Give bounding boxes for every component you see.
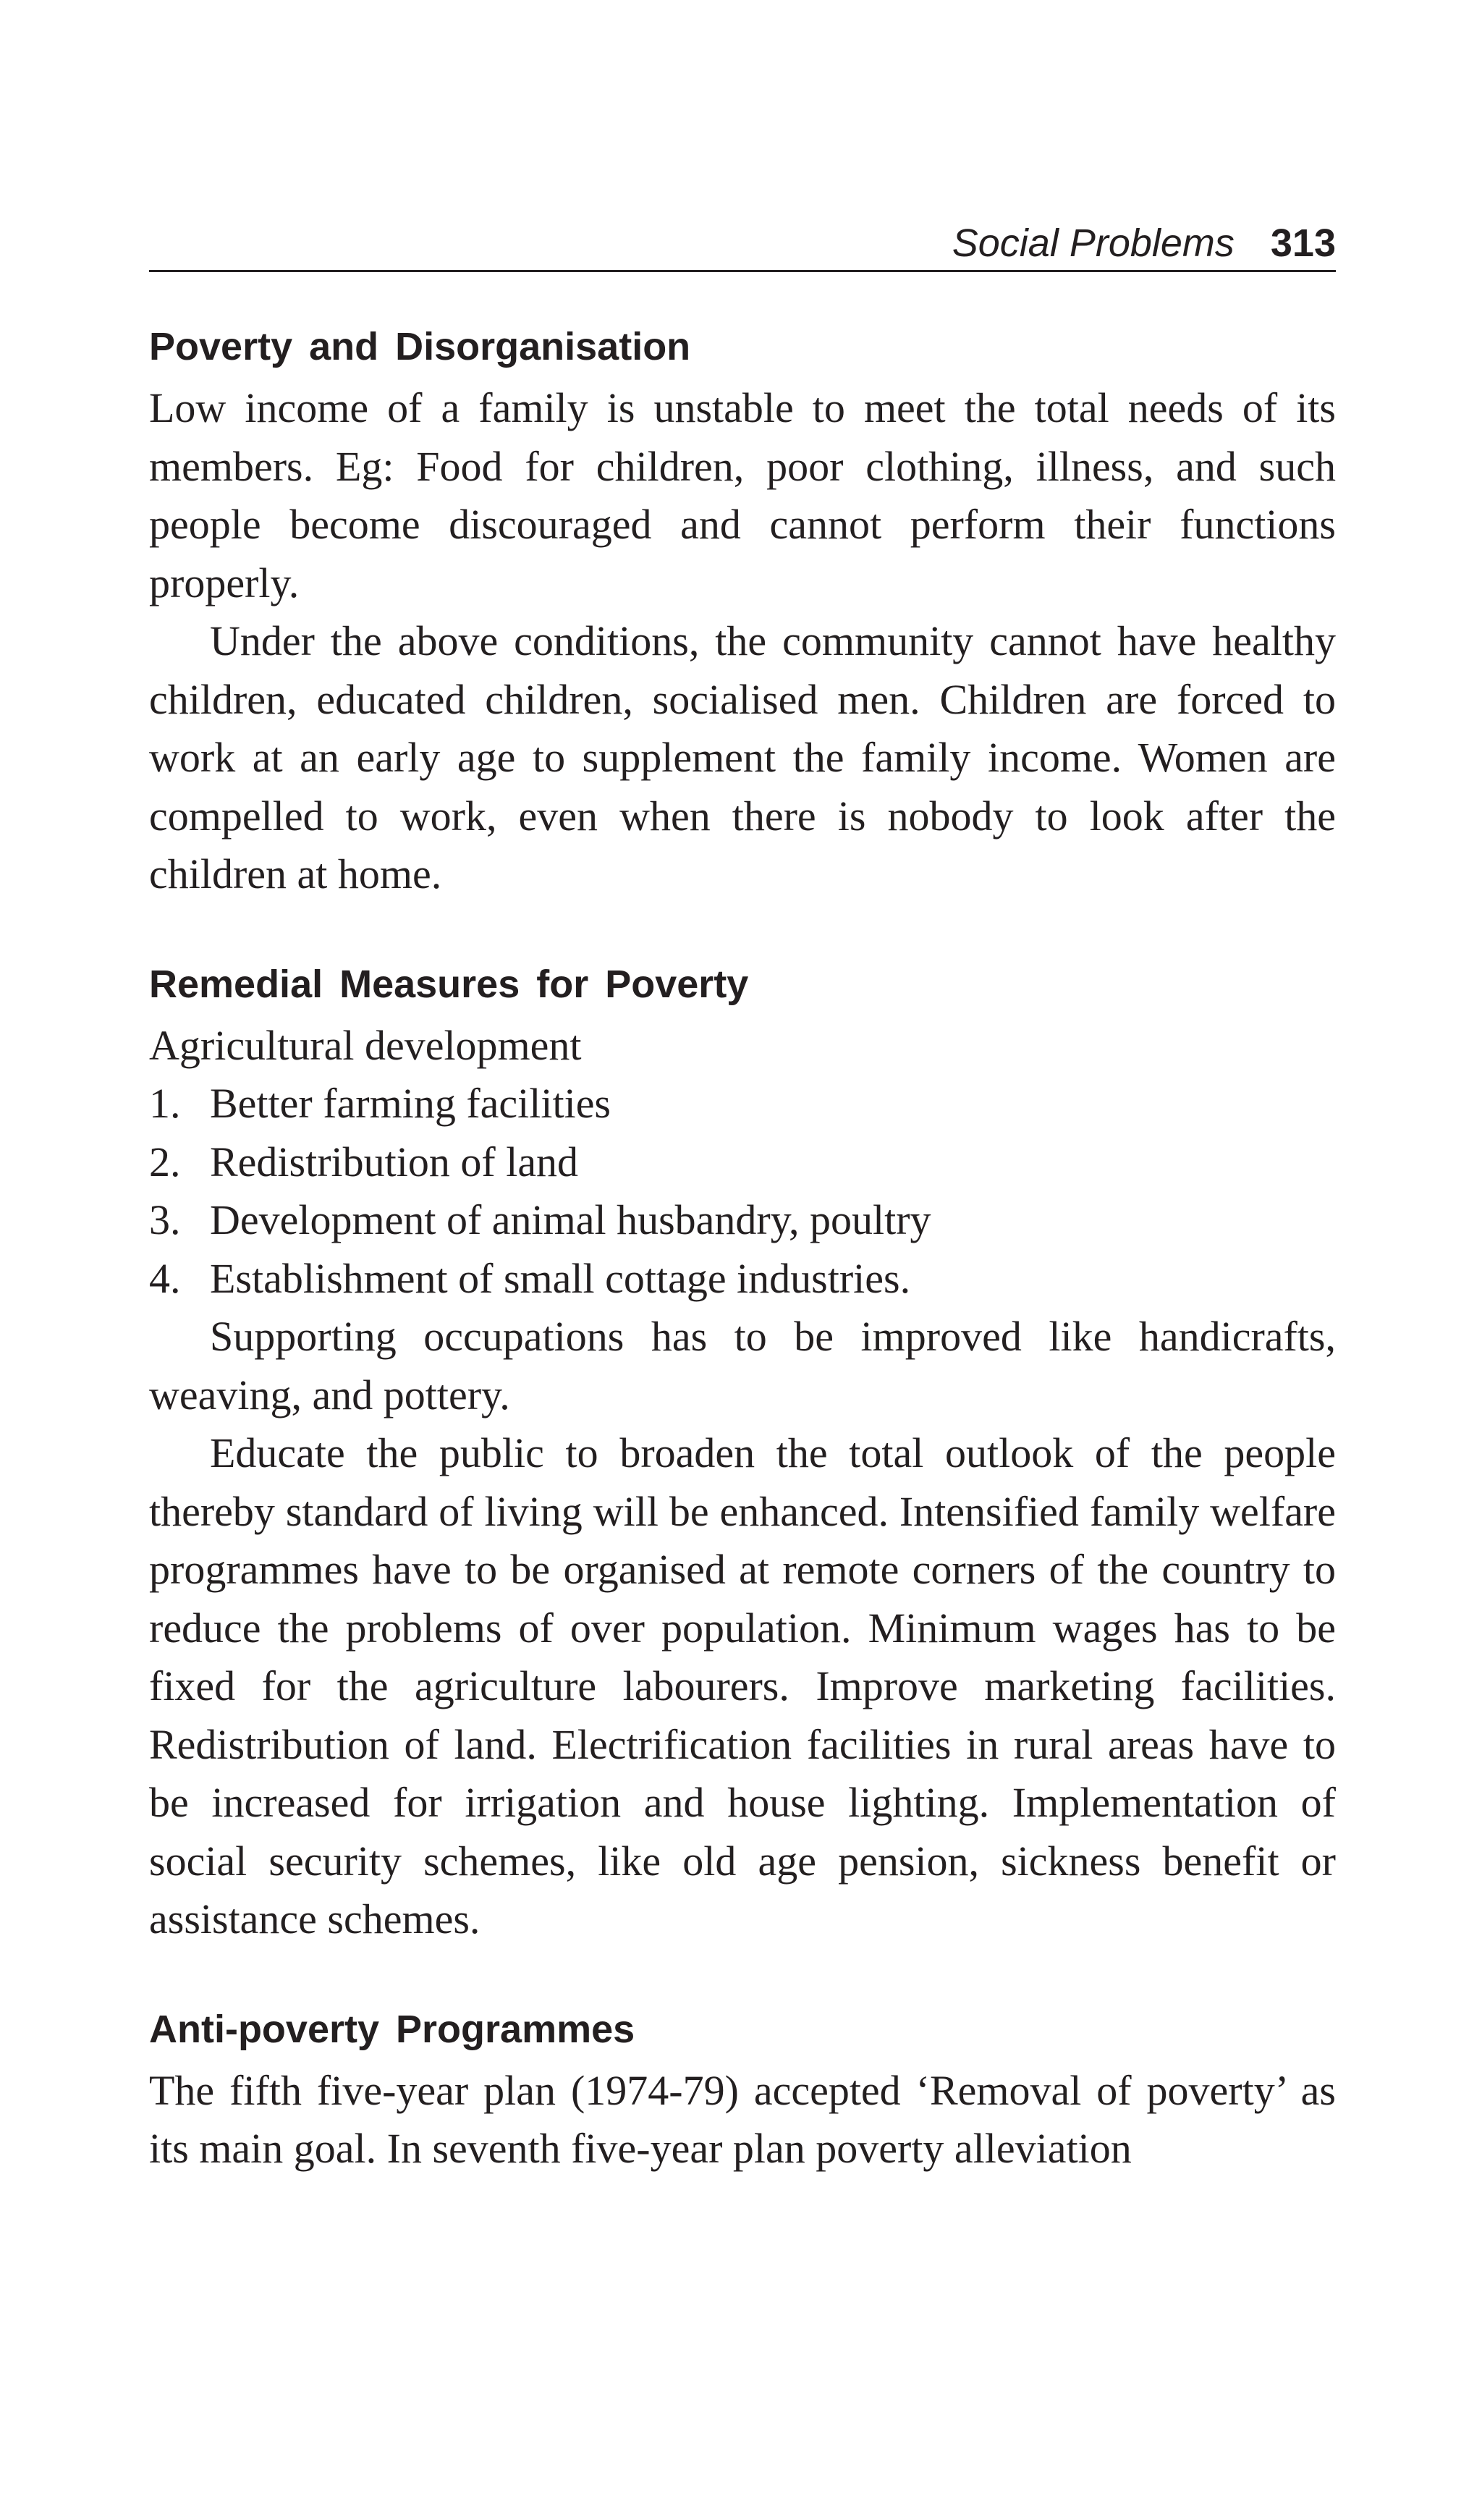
list-number: 2. (149, 1138, 181, 1185)
section-remedial-measures (149, 956, 1336, 1949)
section-heading: Remedial Measures for Poverty (149, 962, 749, 1006)
list-item (149, 1250, 1336, 1308)
list-text: Better farming facilities (210, 1080, 611, 1127)
section-heading: Poverty and Disorganisation (149, 325, 691, 368)
paragraph: Low income of a family is unstable to meet the total needs of its members. Eg: Food for children, poor clothing, illness, and such people become discouraged and cannot perform their functions properly. (149, 384, 1336, 606)
section-poverty-disorganisation (149, 318, 1336, 904)
list-intro: Agricultural development (149, 1021, 582, 1069)
running-title: Social Problems (952, 221, 1235, 265)
running-header (149, 214, 1336, 272)
list-number: 1. (149, 1080, 181, 1127)
list-item (149, 1133, 1336, 1192)
paragraph: The fifth five-year plan (1974-79) accepted ‘Removal of poverty’ as its main goal. In seventh five-year plan poverty alleviation (149, 2066, 1336, 2172)
list-number: 3. (149, 1196, 181, 1243)
paragraph: Supporting occupations has to be improved like handicrafts, weaving, and pottery. (149, 1313, 1336, 1418)
section-anti-poverty (149, 2001, 1336, 2178)
list-text: Establishment of small cottage industries. (210, 1254, 911, 1302)
list-number: 4. (149, 1254, 181, 1302)
section-heading: Anti-poverty Programmes (149, 2007, 635, 2051)
page-content (149, 318, 1336, 2178)
list-text: Development of animal husbandry, poultry (210, 1196, 931, 1243)
measures-list (149, 1075, 1336, 1308)
paragraph: Under the above conditions, the community cannot have healthy children, educated children, socialised men. Children are forced to work at an early age to supplement the family income. Women are compelled to work, even when there is nobody to look after the children at home. (149, 617, 1336, 897)
paragraph: Educate the public to broaden the total outlook of the people thereby standard of living will be enhanced. Intensified family welfare programmes have to be organised at remote corners of the country to reduce the problems of over population. Minimum wages has to be fixed for the agriculture labourers. Improve marketing facilities. Redistribution of land. Electrification facilities in rural areas have to be increased for irrigation and house lighting. Implementation of social security schemes, like old age pension, sickness benefit or assistance schemes. (149, 1429, 1336, 1942)
list-item (149, 1191, 1336, 1250)
list-text: Redistribution of land (210, 1138, 579, 1185)
page-number: 313 (1270, 221, 1336, 265)
list-item (149, 1075, 1336, 1133)
